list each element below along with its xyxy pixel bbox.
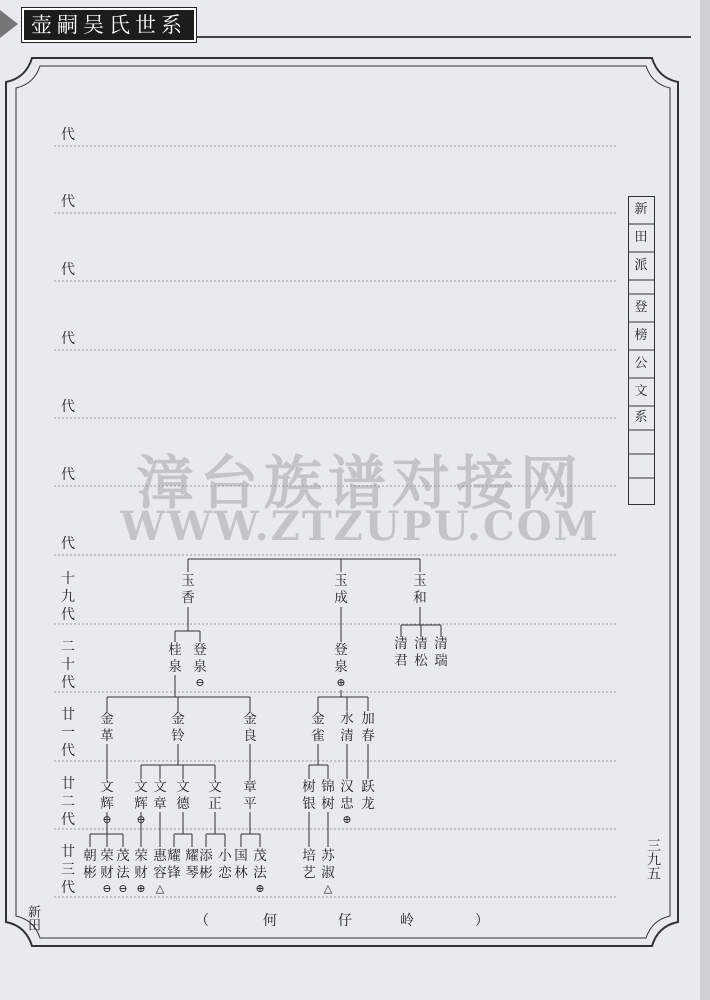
tree-person [100,848,114,895]
person-mark: ⊖ [136,813,146,826]
place-char: 何 [263,913,277,929]
tree-person [181,573,195,606]
person-name-char: 恋 [218,865,232,881]
tree-person [193,642,207,689]
person-name-char: 惠 [153,848,167,864]
tree-person [243,711,257,744]
person-name-char: 水 [340,711,354,727]
person-mark: ⊕ [336,676,346,689]
person-name-char: 文 [100,779,114,795]
person-name-char: 林 [234,865,248,881]
tree-person [334,573,348,606]
person-name-char: 财 [100,865,114,881]
person-name-char: 和 [413,590,427,606]
tree-person [116,848,130,895]
person-mark: ⊕ [342,813,352,826]
person-name-char: 文 [208,779,222,795]
watermark-chinese: 漳台族谱对接网 [135,449,584,517]
book-spine [700,0,710,1000]
person-name-char: 国 [234,848,248,864]
side-cell: 公 [634,356,648,371]
tree-person [185,847,199,881]
person-name-char: 树 [302,779,316,795]
person-name-char: 玉 [413,573,427,589]
person-name-char: 金 [171,711,185,727]
place-paren-close: ） [475,913,489,929]
tree-person [361,779,375,812]
person-name-char: 铃 [171,728,185,744]
person-name-char: 小 [218,848,232,864]
person-name-char: 春 [361,728,375,744]
person-name-char: 平 [243,796,257,812]
generation-label-19: 十九代 [61,571,75,623]
person-name-char: 忠 [340,796,354,812]
person-name-char: 金 [311,711,325,727]
person-name-char: 章 [153,796,167,812]
tree-person [168,641,182,675]
person-name-char: 荣 [100,848,114,864]
tree-person [153,847,167,895]
tree-person [243,778,257,812]
generation-label: 代 [61,399,75,415]
tree-person [311,711,325,744]
person-name-char: 桂 [168,642,182,658]
person-name-char: 金 [243,711,257,727]
person-mark: ⊖ [195,676,205,689]
person-mark: △ [155,882,165,895]
person-name-char: 德 [176,796,190,812]
person-name-char: 松 [414,653,428,669]
side-cell: 登 [634,300,648,315]
person-name-char: 香 [181,590,195,606]
person-name-char: 登 [334,642,348,658]
person-name-char: 茂 [116,848,130,864]
place-name [195,910,495,930]
tree-person [434,636,448,669]
person-name-char: 君 [394,653,408,669]
person-name-char: 正 [208,796,222,812]
generation-label: 代 [61,127,75,143]
person-name-char: 财 [134,865,148,881]
generation-label: 代 [61,194,75,210]
page-title: 壶嗣吴氏世系 [31,13,187,37]
tree-person [234,848,248,881]
person-name-char: 淑 [321,865,335,881]
side-cell: 田 [634,230,648,245]
person-name-char: 银 [302,796,316,812]
person-name-char: 锋 [167,865,181,881]
tree-person [321,779,335,812]
person-name-char: 文 [134,779,148,795]
tree-person [334,642,348,689]
tree-person [218,848,232,881]
person-name-char: 朝 [83,848,97,864]
person-name-char: 艺 [302,865,316,881]
generation-label: 代 [61,262,75,278]
tree-person [340,710,354,744]
person-name-char: 瑞 [434,653,448,669]
person-name-char: 章 [243,779,257,795]
place-char: 岭 [400,913,414,929]
side-cell: 榜 [634,328,648,343]
generation-label-22: 廿二代 [61,776,75,828]
person-name-char: 文 [153,779,167,795]
person-name-char: 汉 [340,779,354,795]
page-number: 三九五 [645,838,661,880]
person-name-char: 辉 [100,796,114,812]
person-name-char: 玉 [334,573,348,589]
generation-label: 代 [61,536,75,552]
person-name-char: 添 [199,848,213,864]
person-name-char: 彬 [83,865,97,881]
person-name-char: 革 [100,728,114,744]
tree-person [321,847,335,895]
tree-person [394,636,408,669]
side-cell: 派 [634,258,648,273]
person-name-char: 泉 [193,659,207,675]
person-mark: ⊕ [102,813,112,826]
person-name-char: 法 [253,865,267,881]
tree-person [208,779,222,812]
person-name-char: 荣 [134,848,148,864]
person-name-char: 文 [176,779,190,795]
generation-label-20: 二十代 [61,639,75,691]
person-name-char: 树 [321,796,335,812]
person-mark: ⊕ [255,882,265,895]
person-name-char: 耀 [167,848,181,864]
tree-person [134,848,148,895]
generation-label: 代 [61,331,75,347]
person-name-char: 琴 [185,865,199,881]
place-paren-open: （ [195,913,209,929]
tree-person [302,778,316,812]
person-name-char: 清 [394,636,408,652]
person-name-char: 泉 [334,659,348,675]
tree-person [167,847,181,881]
person-name-char: 登 [193,642,207,658]
generation-label-23: 廿三代 [61,844,75,896]
person-name-char: 金 [100,711,114,727]
side-cell: 文 [634,384,648,399]
person-name-char: 法 [116,865,130,881]
side-cell: 新 [634,202,648,217]
tree-person [361,711,375,744]
place-char: 仔 [338,913,352,929]
tree-person [253,848,267,895]
tree-person [413,573,427,606]
person-mark: ⊖ [102,882,112,895]
tree-person [414,636,428,669]
person-name-char: 清 [340,728,354,744]
person-name-char: 彬 [199,865,213,881]
person-name-char: 锦 [321,779,335,795]
person-name-char: 耀 [185,848,199,864]
person-name-char: 跃 [361,779,375,795]
person-name-char: 培 [302,848,316,864]
person-name-char: 雀 [311,728,325,744]
generation-label-21: 廿一代 [61,707,75,759]
person-name-char: 龙 [361,796,375,812]
person-name-char: 玉 [181,573,195,589]
tree-person [302,848,316,881]
person-name-char: 良 [243,728,257,744]
tree-person [176,779,190,812]
tree-person [199,848,213,881]
person-name-char: 加 [361,711,375,727]
person-mark: ⊕ [136,882,146,895]
side-cell: 系 [634,410,648,425]
generation-label: 代 [61,467,75,483]
person-mark: ⊖ [118,882,128,895]
person-name-char: 泉 [168,659,182,675]
person-name-char: 辉 [134,796,148,812]
person-name-char: 清 [414,636,428,652]
person-name-char: 容 [153,865,167,881]
person-name-char: 茂 [253,848,267,864]
tree-person [83,847,97,881]
tree-person [340,779,354,826]
watermark-url: WWW.ZTZUPU.COM [120,503,600,550]
tree-person [153,779,167,812]
person-mark: △ [323,882,333,895]
tree-person [100,711,114,744]
person-name-char: 清 [434,636,448,652]
footer-section: 新田 [25,905,40,931]
person-name-char: 成 [334,590,348,606]
person-name-char: 苏 [321,848,335,864]
tree-person [171,711,185,744]
